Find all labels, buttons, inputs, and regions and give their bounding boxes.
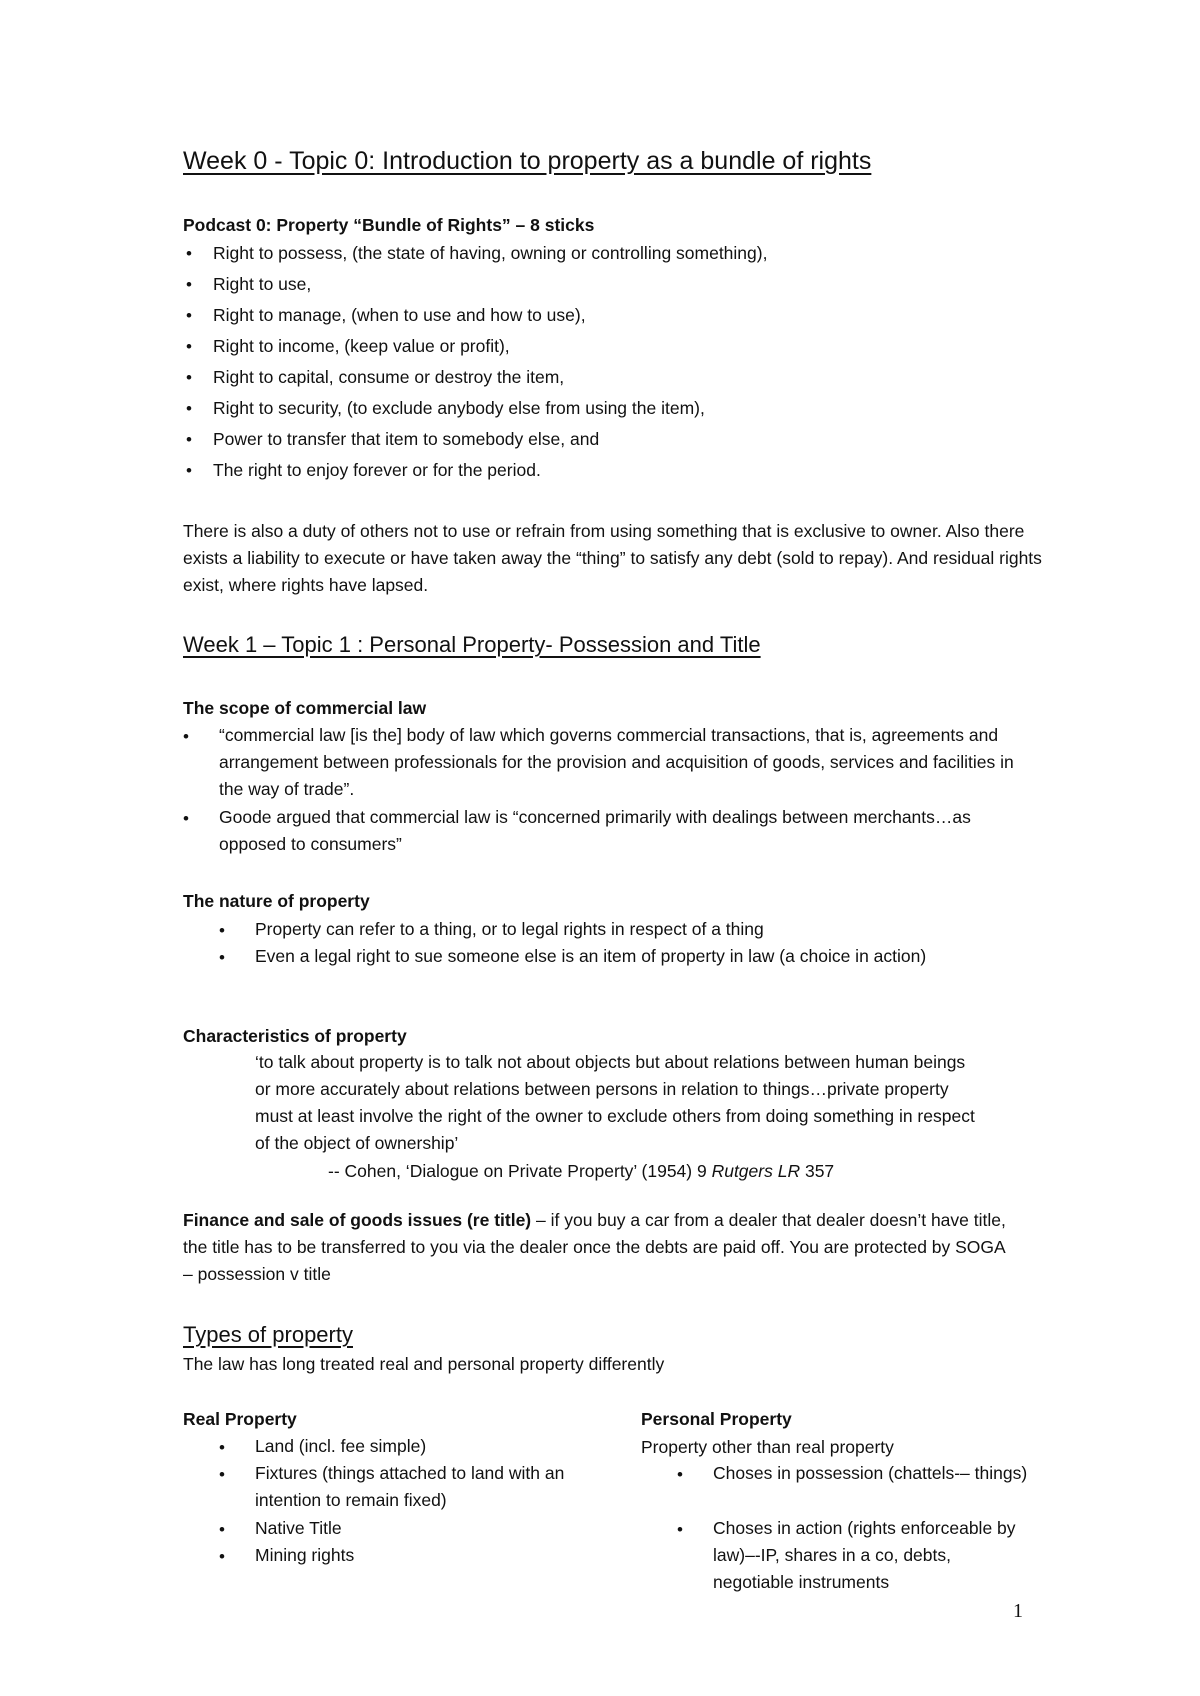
list-item: Mining rights (255, 1545, 355, 1565)
list-item: Native Title (255, 1518, 342, 1538)
list-item: Property can refer to a thing, or to legal rights in respect of a thing (255, 919, 764, 939)
finance-paragraph (183, 1207, 1013, 1288)
bullet-icon: • (677, 1520, 683, 1539)
bullet-icon: • (186, 430, 192, 449)
list-item: Right to manage, (when to use and how to use), (213, 305, 586, 325)
list-item: The right to enjoy forever or for the period. (213, 460, 541, 480)
list-item: Right to possess, (the state of having, owning or controlling something), (213, 243, 768, 263)
bullet-icon: • (186, 275, 192, 294)
citation-page: 357 (800, 1161, 835, 1181)
finance-text: – if you buy a car from a dealer that dealer doesn’t have title, the title has to be transferred to you via the dealer once the debts are paid off. You are protected by SOGA – possession v title (183, 1210, 1006, 1284)
bullet-icon: • (183, 809, 189, 828)
types-heading: Types of property (183, 1322, 353, 1347)
bullet-icon: • (186, 244, 192, 263)
list-item: Choses in possession (chattels-– things) (713, 1463, 1028, 1483)
citation-text: -- Cohen, ‘Dialogue on Private Property’ (1954) 9 (328, 1161, 712, 1181)
bullet-icon: • (219, 921, 225, 940)
page-number: 1 (1013, 1600, 1023, 1622)
bullet-icon: • (186, 368, 192, 387)
nature-title: The nature of property (183, 891, 370, 911)
bullet-icon: • (183, 727, 189, 746)
characteristics-title: Characteristics of property (183, 1026, 407, 1046)
week0-heading: Week 0 - Topic 0: Introduction to property as a bundle of rights (183, 147, 872, 175)
personal-property-title: Personal Property (641, 1409, 792, 1429)
quote-citation (328, 1163, 834, 1181)
finance-label: Finance and sale of goods issues (re title) (183, 1210, 532, 1230)
bullet-icon: • (186, 399, 192, 418)
bullet-icon: • (219, 948, 225, 967)
bullet-icon: • (219, 1438, 225, 1457)
bullet-icon: • (219, 1465, 225, 1484)
bullet-icon: • (186, 461, 192, 480)
list-item: Goode argued that commercial law is “concerned primarily with dealings between merchants…as opposed to consumers” (219, 807, 971, 854)
types-intro: The law has long treated real and personal property differently (183, 1354, 665, 1374)
bullet-icon: • (677, 1465, 683, 1484)
list-item: Even a legal right to sue someone else is an item of property in law (a choice in action) (255, 946, 927, 966)
list-item: Right to security, (to exclude anybody else from using the item), (213, 398, 705, 418)
cohen-quote: ‘to talk about property is to talk not about objects but about relations between human beings or more accurately about relations between persons in relation to things…private property must at least involve the right of the owner to exclude others from doing something in respect of the object of ownership’ (255, 1052, 975, 1153)
bullet-icon: • (186, 306, 192, 325)
podcast-title: Podcast 0: Property “Bundle of Rights” – 8 sticks (183, 215, 595, 235)
personal-property-intro: Property other than real property (641, 1437, 894, 1457)
list-item: Right to use, (213, 274, 312, 294)
list-item: “commercial law [is the] body of law which governs commercial transactions, that is, agreements and arrangement between professionals for the provision and acquisition of goods, services and facilities in the way of trade”. (219, 725, 1014, 799)
duty-paragraph: There is also a duty of others not to use or refrain from using something that is exclusive to owner. Also there exists a liability to execute or have taken away the “thing” to satisfy any debt (sold to repay). And residual rights exist, where rights have lapsed. (183, 521, 1042, 595)
week1-heading: Week 1 – Topic 1 : Personal Property- Possession and Title (183, 632, 761, 657)
list-item: Right to income, (keep value or profit), (213, 336, 510, 356)
list-item: Land (incl. fee simple) (255, 1436, 427, 1456)
list-item: Right to capital, consume or destroy the item, (213, 367, 565, 387)
list-item: Fixtures (things attached to land with an intention to remain fixed) (255, 1463, 565, 1510)
scope-title: The scope of commercial law (183, 698, 427, 718)
list-item: Choses in action (rights enforceable by law)–-IP, shares in a co, debts, negotiable instruments (713, 1518, 1016, 1592)
citation-journal: Rutgers LR (711, 1161, 801, 1181)
bullet-icon: • (219, 1520, 225, 1539)
real-property-title: Real Property (183, 1409, 297, 1429)
bullet-icon: • (219, 1547, 225, 1566)
bullet-icon: • (186, 337, 192, 356)
list-item: Power to transfer that item to somebody else, and (213, 429, 600, 449)
